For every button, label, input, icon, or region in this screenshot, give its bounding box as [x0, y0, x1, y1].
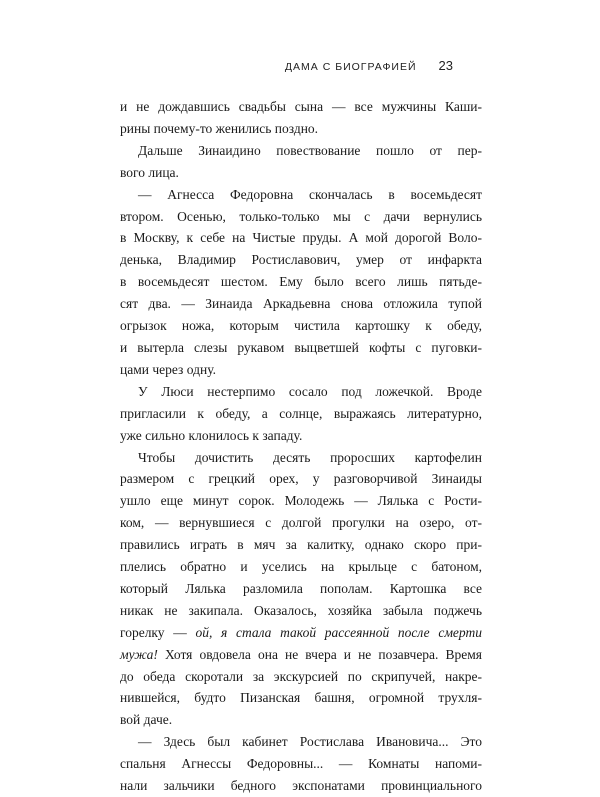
text-line-mixed	[120, 644, 482, 666]
text-line-mixed	[120, 622, 482, 644]
text-line: цами через одну.	[120, 361, 216, 377]
text-line: вого лица.	[120, 164, 179, 180]
italic-run: мужа!	[120, 646, 158, 662]
text-line: пригласили к обеду, а солнце, выражаясь литературно,	[120, 405, 482, 421]
text-line: Чтобы дочистить десять проросших картофелин	[138, 449, 482, 465]
book-title-header: ДАМА С БИОГРАФИЕЙ	[284, 61, 417, 73]
text-line: плелись обратно и уселись на крыльце с батоном,	[120, 559, 482, 575]
text-line: нившейся, будто Пизанская башня, огромной трухля-	[120, 690, 482, 706]
text-line: и вытерла слезы рукавом выцветшей кофты с пуговки-	[120, 339, 482, 355]
text-line: огрызок ножа, которым чистила картошку к обеду,	[120, 318, 482, 334]
body-text	[120, 96, 482, 797]
italic-run: ой, я стала такой рассеянной после смерти	[195, 624, 482, 640]
text-line: и не дождавшись свадьбы сына — все мужчины Каши-	[120, 99, 482, 114]
text-line: в Москву, к себе на Чистые пруды. А мой дорогой Воло-	[120, 230, 482, 246]
text-line: рины почему-то женились поздно.	[120, 120, 319, 136]
running-head	[285, 58, 453, 73]
text-line: уже сильно клонилось к западу.	[120, 427, 303, 443]
text-line: — Агнесса Федоровна скончалась в восемьдесят	[138, 186, 482, 202]
text-line: который Лялька разломила пополам. Картошка все	[120, 580, 482, 596]
text-line: размером с грецкий орех, у разговорчивой Зинаиды	[120, 471, 482, 487]
text-line: вой даче.	[120, 712, 173, 728]
text-line: У Люси нестерпимо сосало под ложечкой. Вроде	[138, 383, 482, 399]
text-line: ком, — вернувшиеся с долгой прогулки на озеро, от-	[120, 515, 482, 531]
text-line: ушло еще минут сорок. Молодежь — Лялька с Рости-	[120, 493, 482, 509]
text-run: Хотя овдовела она не вчера и не позавчера. Время	[157, 646, 482, 662]
text-line: втором. Осенью, только-только мы с дачи вернулись	[120, 208, 482, 224]
page-number: 23	[438, 58, 453, 73]
text-line: денька, Владимир Ростиславович, умер от инфаркта	[120, 252, 482, 268]
text-line: никак не закипала. Оказалось, хозяйка забыла поджечь	[120, 602, 482, 618]
text-run: горелку —	[120, 624, 196, 640]
text-line: нали зальчики бедного экспонатами провинциального	[120, 778, 482, 794]
text-line: сят два. — Зинаида Аркадьевна снова отложила тупой	[120, 296, 482, 312]
text-line: Дальше Зинаидино повествование пошло от пер-	[138, 142, 482, 158]
text-line: правились играть в мяч за калитку, однако скоро при-	[120, 537, 482, 553]
text-line: до обеда скоротали за экскурсией по скрипучей, накре-	[120, 668, 482, 684]
text-line: — Здесь был кабинет Ростислава Ивановича... Это	[138, 734, 482, 750]
text-line: в восемьдесят шестом. Ему было всего лишь пятьде-	[120, 274, 482, 290]
text-line: спальня Агнессы Федоровны... — Комнаты напоми-	[120, 756, 482, 772]
